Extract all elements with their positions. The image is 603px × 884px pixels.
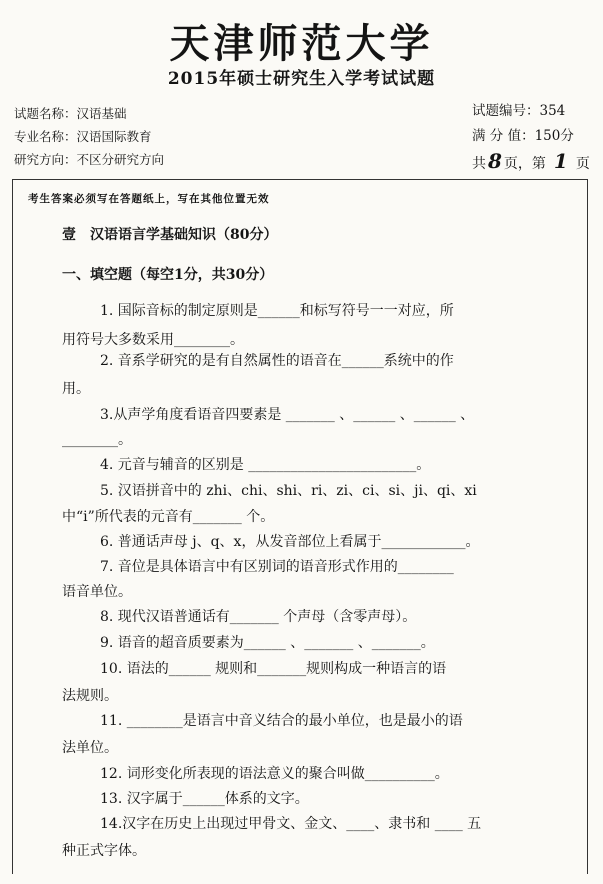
question-line: 2. 音系学研究的是有自然属性的语音在______系统中的作 [100,353,454,369]
question-line: 中“i”所代表的元音有_______ 个。 [62,509,275,525]
research-direction: 研究方向：不区分研究方向 [14,152,165,167]
question-line: 用。 [62,381,90,397]
question-line: 12. 词形变化所表现的语法意义的聚合叫做__________。 [100,766,449,782]
question-line: 8. 现代汉语普通话有_______ 个声母（含零声母）。 [100,609,417,625]
exam-title: 2015年硕士研究生入学考试试题 [167,69,436,89]
question-line: 法单位。 [62,740,118,756]
question-line: 法规则。 [62,688,118,704]
question-line: 4. 元音与辅音的区别是 ________________________。 [100,457,431,473]
page-current-handwritten: 1 [553,149,568,173]
question-line: 14.汉字在历史上出现过甲骨文、金文、____、隶书和 ____ 五 [100,816,482,832]
question-line: 13. 汉字属于______体系的文字。 [100,791,309,807]
exam-info-right [472,99,590,177]
pages-prefix: 共 [472,156,486,172]
question-line: 10. 语法的______ 规则和_______规则构成一种语言的语 [100,661,447,677]
question-line: 用符号大多数采用________。 [62,332,244,348]
question-line: 语音单位。 [62,584,132,600]
section-heading: 壹 汉语语言学基础知识（80分） [62,227,278,243]
question-line: 3.从声学角度看语音四要素是 _______ 、______ 、______ 、 [100,407,475,423]
question-line: 1. 国际音标的制定原则是______和标写符号一一对应，所 [100,303,454,319]
question-line: 7. 音位是具体语言中有区别词的语音形式作用的________ [100,559,454,575]
exam-info-left [14,102,164,171]
major-name: 专业名称：汉语国际教育 [14,129,152,144]
page-count [472,149,590,177]
question-line: 5. 汉语拼音中的 zhi、chi、shi、ri、zi、ci、si、ji、qi、xi [100,483,477,499]
pages-total-handwritten: 8 [488,149,502,173]
question-line: 种正式字体。 [62,843,146,859]
subject-name: 试题名称：汉语基础 [14,106,127,121]
part-heading: 一、填空题（每空1分，共30分） [62,267,274,283]
total-score: 满 分 值：150分 [472,128,574,144]
question-line: 11. ________是语言中音义结合的最小单位，也是最小的语 [100,713,463,729]
exam-code: 试题编号：354 [472,103,566,119]
university-name: 天津师范大学 [169,20,434,67]
pages-mid: 页，第 [503,156,546,172]
question-line: ________。 [62,432,132,448]
answer-notice: 考生答案必须写在答题纸上，写在其他位置无效 [28,193,270,205]
pages-suffix: 页 [575,156,590,172]
question-line: 9. 语音的超音质要素为______ 、_______ 、_______。 [100,635,435,651]
question-line: 6. 普通话声母 j、q、x，从发音部位上看属于____________。 [100,534,480,550]
